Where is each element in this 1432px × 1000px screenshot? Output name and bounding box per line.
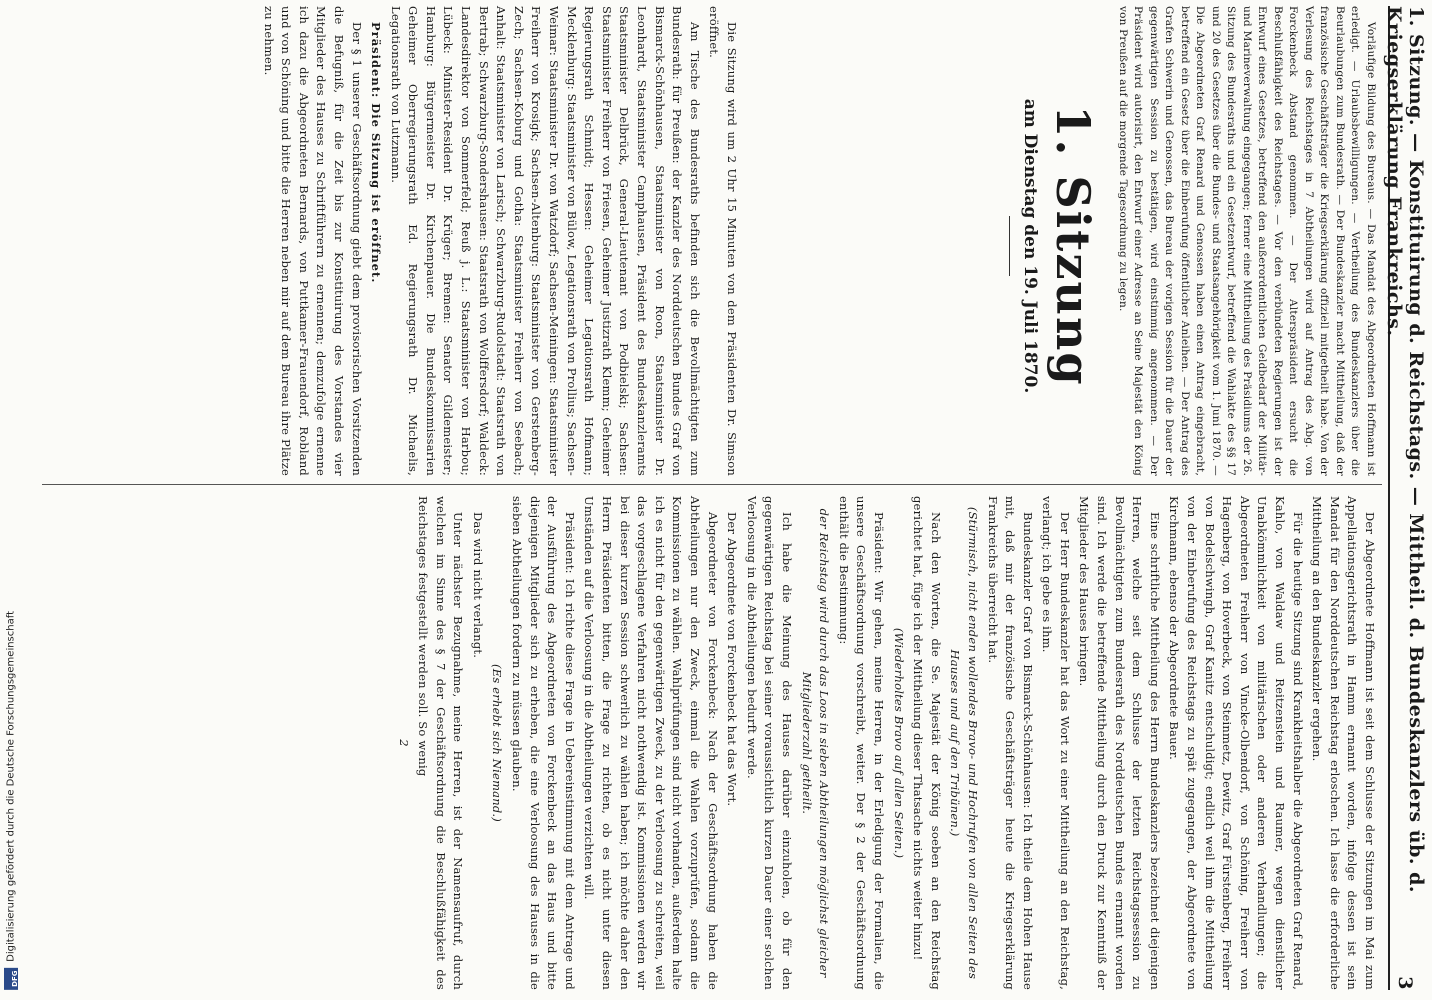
president-paragraph-6: Das wird nicht verlangt.	[470, 512, 485, 659]
bismarck-statement: Bundeskanzler Graf von Bismarck-Schönhausen: Ich theile dem Hohen Hause mit, daß mir der französische Geschäftsträger heute die Kriegserklärung Frankreichs überreicht hat.	[985, 496, 1035, 990]
applause-note-2: (Wiederholtes Bravo auf allen Seiten.)	[891, 627, 906, 859]
header-title: 1. Sitzung. — Konstituirung d. Reichstags. — Mittheil. d. Bundeskanzlers üb. d. Kriegserklärung Frankreichs.	[1383, 6, 1427, 894]
right-paragraph-1: Der Abgeordnete Hoffmann ist seit dem Schlusse der Sitzungen im Mai zum Appellationsgerichtsrath in Hamm ernannt worden, infolge dessen ist sein Mandat für den Norddeutschen Reichstag erloschen. Ich lasse die erforderliche Mittheilung an den Bundeskanzler ergehen.	[1310, 496, 1377, 990]
applause-note-1: (Stürmisch, nicht enden wollendes Bravo- und Hochrufen von allen Seiten des Hauses und auf den Tribünen.)	[948, 506, 980, 980]
president-paragraph-5: Präsident: Ich richte diese Frage in Uebereinstimmung mit dem Antrage und der Ausführung des Abgeordneten von Forckenbeck an das Haus und bitte diejenigen Mitglieder sich zu erheben, die eine Verloosung des Hauses in die sieben Abtheilungen fordern zu müssen glauben.	[510, 496, 577, 990]
right-paragraph-3: Eine schriftliche Mittheilung des Herrn Bundeskanzlers bezeichnet diejenigen Herren, welche seit dem Schlusse der letzten Reichstagssession zu Bevollmächtigten zum Bundesrath des Norddeutschen Bundes ernannt worden sind. Ich werde die betreffende Mittheilung durch den Druck zur Kenntniß der Mitglieder des Hauses bringen.	[1077, 496, 1162, 990]
session-heading: 1. Sitzung	[1046, 105, 1100, 387]
forckenbeck-intro: Der Abgeordnete von Forckenbeck hat das Wort.	[725, 512, 740, 807]
president-opening: Präsident: Die Sitzung ist eröffnet.	[369, 22, 384, 284]
rules-quote: der Reichstag wird durch das Loos in sieben Abtheilungen möglichst gleicher Mitgliederzahl getheilt.	[799, 508, 832, 978]
digitization-footer	[4, 611, 18, 990]
summary-paragraph: Vorläufige Bildung des Bureaus. — Das Mandat des Abgeordneten Hoffmann ist erledigt. — Urlaubsbewilligungen. — Vertheilung des Bundeskanzlers über die Beurlaubungen zum Bundesrath. — Der Bundeskanzler macht Mittheilung, daß der französische Geschäftsträger die Kriegserklärung offiziell mitgetheilt habe. Von der Verlesung des Reichstages in 7 Abtheilungen wird auf Antrag des Abg. von Forckenbeck Abstand genommen. — Der Alterspräsident ersucht die Beschlußfähigkeit des Reichstages. — Vor den verbündeten Regierungen ist der Entwurf eines Gesetzes, betreffend den außerordentlichen Geldbedarf der Militär- und Marineverwaltung eingegangen; ferner eine Mittheilung des Präsidiums der 26. Sitzung des Bundesraths und ein Gesetzentwurf, betreffend die Wahlakte des §§ 17 und 20 des Gesetzes über die Bundes- und Staatsangehörigkeit vom 1. Juni 1870. — Die Abgeordneten Graf Renard und Genossen haben einen Antrag eingebracht, betreffend ein Gesetz über die Einberufung öffentlicher Anleihen. — Der Antrag des Grafen Schwerin und Genossen, das Bureau der vorigen Session für die Dauer der gegenwärtigen Session zu bestätigen, wird einstimmig angenommen. — Der Präsident wird autorisirt, den Entwurf einer Adresse an Seine Majestät den König von Preußen auf die morgende Tagesordnung zu legen.	[1117, 6, 1377, 476]
right-paragraph-4: Der Herr Bundeskanzler hat das Wort zu einer Mittheilung an den Reichstag, verlangt; ich gebe es ihm.	[1040, 496, 1072, 990]
president-paragraph-7: Unter nächster Bezugnahme, meine Herren, ist der Namensaufruf, durch welchen im Sinne des § 7 der Geschäftsordnung die Beschlußfähigkeit des Reichstages festgestellt werden soll. So wenig	[416, 496, 466, 990]
bundesrath-paragraph: Am Tische des Bundesraths befinden sich die Bevollmächtigten zum Bundesrath: für Preußen: der Kanzler des Norddeutschen Bundes Graf von Bismarck-Schönhausen, Staatsminister von Roon, Staatsminister Dr. Leonhardt, Staatsminister Camphausen, Präsident des Bundeskanzleramts Staatsminister Delbrück, General-Lieutenant von Podbielski; Sachsen: Staatsminister Freiherr von Friesen, Geheimer Justizrath Klemm; Geheimer Regierungsrath Schmidt; Hessen: Geheimer Legationsrath Hofmann; Mecklenburg: Staatsminister von Bülow, Legationsrath von Prollius; Sachsen-Weimar: Staatsminister Dr. von Watzdorf; Sachsen-Meiningen: Staatsminister Freiherr von Krosigk; Sachsen-Altenburg: Staatsminister von Gerstenberg-Zech; Sachsen-Koburg und Gotha: Staatsminister Freiherr von Seebach; Anhalt: Staatsminister von Larisch; Schwarzburg-Rudolstadt: Staatsrath von Bertrab; Schwarzburg-Sondershausen: Staatsrath von Wolffersdorf; Waldeck: Landesdirektor von Sommerfeld; Reuß j. L.: Staatsminister von Harbou; Lübeck: Minister-Resident Dr. Krüger; Bremen: Senator Gildemeister; Hamburg: Bürgermeister Dr. Kirchenpauer. Die Bundeskommissarien Geheimer Oberregierungsrath Ed. Regierungsrath Dr. Michaelis, Legationsrath von Lutzmann.	[388, 6, 702, 476]
left-column	[1113, 6, 1379, 476]
president-paragraph-4: Ich habe die Meinung des Hauses darüber einzuholen, ob für den gegenwärtigen Reichstag bei seiner voraussichtlich kurzen Dauer einer solchen Verloosung in die Abtheilungen bedurft werde.	[744, 496, 794, 990]
silence-note: (Es erhebt sich Niemand.)	[490, 664, 505, 822]
bismarck-statement-2: Nach den Worten, die Se. Majestät der König soeben an den Reichstag gerichtet hat, füge ich der Mittheilung dieser Thatsache nichts weiter hinzu!	[911, 496, 943, 990]
title-rule	[1009, 216, 1010, 276]
right-column	[392, 496, 1378, 990]
right-paragraph-2: Für die heutige Sitzung sind Krankheitshalber die Abgeordneten Graf Renard, Kahlo, von Waldaw und Reitzenstein und Raumer, wegen dienstlicher Unabkömmlichkeit von militärischen oder anderen Verhandlungen; die Abgeordneten Freiherr von Vincke-Olbendorf, von Schöning, Freiherr von Hagenberg, von Hoverbeck, von Steinmetz, Dewitz, Graf Fürstenberg, Freiherr von Bodelschwingh, Graf Kanitz entschuldigt; endlich weil ihm die Mittheilung von der Einberufung des Reichstags zu spät zugegangen, der Abgeordnete von Kirchmann, ebenso der Abgeordnete Bauer.	[1167, 496, 1305, 990]
forckenbeck-speech: Abgeordneter von Forckenbeck: Nach der Geschäftsordnung haben die Abtheilungen nur den Zweck, einmal die Wahlen vorzuprüfen, sodann die Kommissionen zu wählen. Wahlprüfungen sind nicht vorhanden, außerdem halte ich es nicht für den gegenwärtigen Zweck, zu der Verloosung zu schreiten, weil das vorgeschlagene Verfahren nicht nothwendig ist. Kommissionen werden wir bei dieser kurzen Session schwerlich zu wählen haben; ich möchte daher den Herrn Präsidenten bitten, die Frage zu richten, ob es nicht unter diesen Umständen auf die Verloosung in die Abtheilungen verzichten will.	[582, 496, 720, 990]
session-date: am Dienstag den 19. Juli 1870.	[1020, 98, 1040, 394]
header-page-number: 3	[1394, 976, 1416, 990]
running-header	[1383, 6, 1427, 990]
page-marker: 2	[396, 739, 411, 747]
footer-text: Digitalisierung gefördert durch die Deutsche Forschungsgemeinschaft	[5, 611, 17, 962]
opening-paragraph: Die Sitzung wird um 2 Uhr 15 Minuten von dem Präsidenten Dr. Simson eröffnet.	[707, 6, 739, 476]
president-paragraph-3: Präsident: Wir gehen, meine Herren, in der Erledigung der Formalien, die unsere Geschäftsordnung vorschreibt, weiter. Der § 2 der Geschäftsordnung enthält die Bestimmung:	[836, 496, 886, 990]
rotated-page-content	[20, 6, 1427, 990]
session-title-block	[999, 46, 1100, 446]
dfg-logo: DFG	[4, 968, 18, 990]
left-column-lower	[257, 6, 740, 476]
president-paragraph: Der § 1 unserer Geschäftsordnung giebt dem provisorischen Vorsitzenden die Befugniß, für die Zeit bis zur Konstituirung des Vorstandes vier Mitglieder des Hauses zu Schriftführern zu ernennen; demzufolge ernenne ich dazu die Abgeordneten Bernards, von Puttkamer-Frauendorf, Robland und von Schöning und bitte die Herren neben mir auf dem Bureau ihre Plätze zu nehmen.	[261, 6, 364, 476]
column-divider	[42, 484, 1382, 485]
